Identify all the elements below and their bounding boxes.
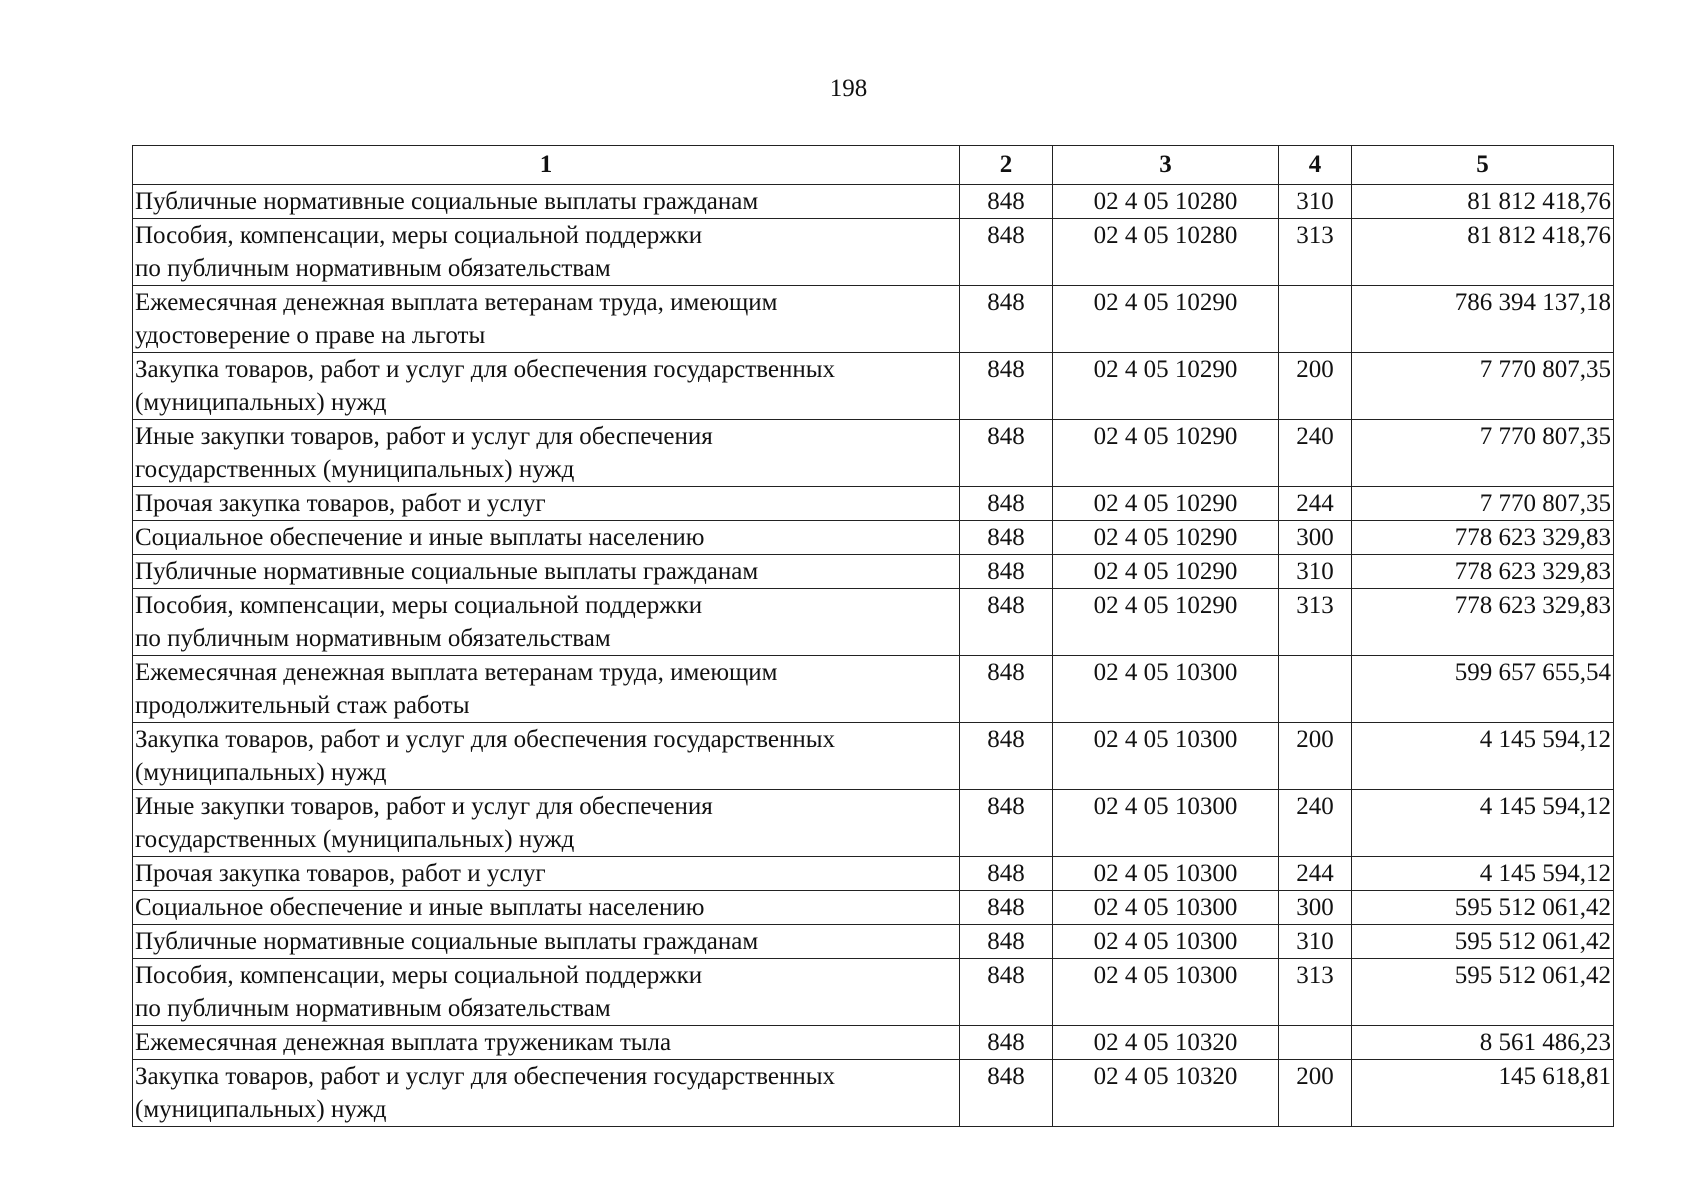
cell-target-article: 02 4 05 10290 [1053, 521, 1279, 555]
cell-ved-code: 848 [960, 656, 1053, 723]
cell-target-article: 02 4 05 10290 [1053, 555, 1279, 589]
cell-amount: 599 657 655,54 [1352, 656, 1614, 723]
cell-amount: 778 623 329,83 [1352, 555, 1614, 589]
cell-ved-code: 848 [960, 286, 1053, 353]
cell-expense-type: 310 [1279, 185, 1352, 219]
table-body [133, 185, 1614, 1127]
cell-ved-code: 848 [960, 555, 1053, 589]
cell-amount: 4 145 594,12 [1352, 857, 1614, 891]
cell-expense-type: 240 [1279, 790, 1352, 857]
cell-ved-code: 848 [960, 420, 1053, 487]
cell-expense-type: 310 [1279, 555, 1352, 589]
cell-target-article: 02 4 05 10300 [1053, 656, 1279, 723]
cell-expense-type [1279, 656, 1352, 723]
table-row [133, 555, 1614, 589]
cell-expense-type: 313 [1279, 219, 1352, 286]
cell-target-article: 02 4 05 10280 [1053, 185, 1279, 219]
table-row [133, 656, 1614, 723]
cell-expense-type: 200 [1279, 353, 1352, 420]
cell-ved-code: 848 [960, 723, 1053, 790]
table-row [133, 857, 1614, 891]
table-row [133, 487, 1614, 521]
cell-expense-type: 240 [1279, 420, 1352, 487]
cell-target-article: 02 4 05 10280 [1053, 219, 1279, 286]
cell-target-article: 02 4 05 10300 [1053, 959, 1279, 1026]
cell-name: Ежемесячная денежная выплата труженикам тыла [133, 1026, 960, 1060]
cell-name: Ежемесячная денежная выплата ветеранам труда, имеющим удостоверение о праве на льготы [133, 286, 960, 353]
cell-amount: 7 770 807,35 [1352, 420, 1614, 487]
header-col-4: 4 [1279, 146, 1352, 185]
table-row [133, 185, 1614, 219]
cell-target-article: 02 4 05 10300 [1053, 857, 1279, 891]
cell-name: Пособия, компенсации, меры социальной поддержки по публичным нормативным обязательствам [133, 589, 960, 656]
page-number: 198 [829, 75, 868, 102]
cell-target-article: 02 4 05 10300 [1053, 790, 1279, 857]
table-row [133, 589, 1614, 656]
cell-ved-code: 848 [960, 790, 1053, 857]
cell-expense-type: 244 [1279, 857, 1352, 891]
cell-name: Прочая закупка товаров, работ и услуг [133, 487, 960, 521]
cell-amount: 595 512 061,42 [1352, 925, 1614, 959]
cell-ved-code: 848 [960, 1026, 1053, 1060]
cell-expense-type: 310 [1279, 925, 1352, 959]
cell-amount: 4 145 594,12 [1352, 723, 1614, 790]
cell-target-article: 02 4 05 10290 [1053, 589, 1279, 656]
cell-name: Закупка товаров, работ и услуг для обеспечения государственных (муниципальных) нужд [133, 1060, 960, 1127]
cell-name: Социальное обеспечение и иные выплаты населению [133, 521, 960, 555]
cell-expense-type: 200 [1279, 1060, 1352, 1127]
cell-ved-code: 848 [960, 487, 1053, 521]
cell-name: Пособия, компенсации, меры социальной поддержки по публичным нормативным обязательствам [133, 959, 960, 1026]
cell-amount: 778 623 329,83 [1352, 521, 1614, 555]
table-row [133, 959, 1614, 1026]
cell-amount: 786 394 137,18 [1352, 286, 1614, 353]
cell-target-article: 02 4 05 10300 [1053, 723, 1279, 790]
cell-ved-code: 848 [960, 959, 1053, 1026]
table-header [133, 146, 1614, 185]
cell-name: Прочая закупка товаров, работ и услуг [133, 857, 960, 891]
table-row [133, 521, 1614, 555]
cell-ved-code: 848 [960, 857, 1053, 891]
header-col-1: 1 [133, 146, 960, 185]
cell-target-article: 02 4 05 10290 [1053, 286, 1279, 353]
cell-amount: 81 812 418,76 [1352, 185, 1614, 219]
cell-amount: 7 770 807,35 [1352, 353, 1614, 420]
cell-amount: 8 561 486,23 [1352, 1026, 1614, 1060]
cell-name: Публичные нормативные социальные выплаты гражданам [133, 555, 960, 589]
table-row [133, 790, 1614, 857]
cell-expense-type [1279, 286, 1352, 353]
cell-name: Закупка товаров, работ и услуг для обеспечения государственных (муниципальных) нужд [133, 723, 960, 790]
table-row [133, 286, 1614, 353]
cell-target-article: 02 4 05 10300 [1053, 925, 1279, 959]
table-row [133, 420, 1614, 487]
cell-name: Закупка товаров, работ и услуг для обеспечения государственных (муниципальных) нужд [133, 353, 960, 420]
cell-name: Социальное обеспечение и иные выплаты населению [133, 891, 960, 925]
table-row [133, 1026, 1614, 1060]
cell-ved-code: 848 [960, 589, 1053, 656]
cell-expense-type: 244 [1279, 487, 1352, 521]
table-row [133, 353, 1614, 420]
cell-amount: 81 812 418,76 [1352, 219, 1614, 286]
budget-table [132, 145, 1614, 1127]
header-col-5: 5 [1352, 146, 1614, 185]
table-row [133, 219, 1614, 286]
cell-target-article: 02 4 05 10290 [1053, 487, 1279, 521]
cell-expense-type: 200 [1279, 723, 1352, 790]
cell-amount: 145 618,81 [1352, 1060, 1614, 1127]
cell-amount: 595 512 061,42 [1352, 959, 1614, 1026]
cell-target-article: 02 4 05 10320 [1053, 1026, 1279, 1060]
cell-amount: 595 512 061,42 [1352, 891, 1614, 925]
cell-target-article: 02 4 05 10320 [1053, 1060, 1279, 1127]
cell-ved-code: 848 [960, 925, 1053, 959]
cell-name: Пособия, компенсации, меры социальной поддержки по публичным нормативным обязательствам [133, 219, 960, 286]
header-row [133, 146, 1614, 185]
cell-amount: 7 770 807,35 [1352, 487, 1614, 521]
cell-expense-type: 300 [1279, 521, 1352, 555]
cell-ved-code: 848 [960, 521, 1053, 555]
cell-expense-type: 300 [1279, 891, 1352, 925]
table-row [133, 925, 1614, 959]
cell-target-article: 02 4 05 10290 [1053, 420, 1279, 487]
cell-ved-code: 848 [960, 1060, 1053, 1127]
cell-name: Ежемесячная денежная выплата ветеранам труда, имеющим продолжительный стаж работы [133, 656, 960, 723]
cell-name: Иные закупки товаров, работ и услуг для обеспечения государственных (муниципальных) нужд [133, 790, 960, 857]
cell-amount: 4 145 594,12 [1352, 790, 1614, 857]
header-col-2: 2 [960, 146, 1053, 185]
cell-ved-code: 848 [960, 353, 1053, 420]
cell-target-article: 02 4 05 10290 [1053, 353, 1279, 420]
cell-ved-code: 848 [960, 219, 1053, 286]
cell-expense-type: 313 [1279, 589, 1352, 656]
table-row [133, 891, 1614, 925]
header-col-3: 3 [1053, 146, 1279, 185]
cell-expense-type: 313 [1279, 959, 1352, 1026]
cell-name: Публичные нормативные социальные выплаты гражданам [133, 185, 960, 219]
cell-amount: 778 623 329,83 [1352, 589, 1614, 656]
cell-name: Иные закупки товаров, работ и услуг для обеспечения государственных (муниципальных) нужд [133, 420, 960, 487]
cell-ved-code: 848 [960, 891, 1053, 925]
cell-name: Публичные нормативные социальные выплаты гражданам [133, 925, 960, 959]
cell-expense-type [1279, 1026, 1352, 1060]
cell-target-article: 02 4 05 10300 [1053, 891, 1279, 925]
table-row [133, 1060, 1614, 1127]
cell-ved-code: 848 [960, 185, 1053, 219]
table-row [133, 723, 1614, 790]
